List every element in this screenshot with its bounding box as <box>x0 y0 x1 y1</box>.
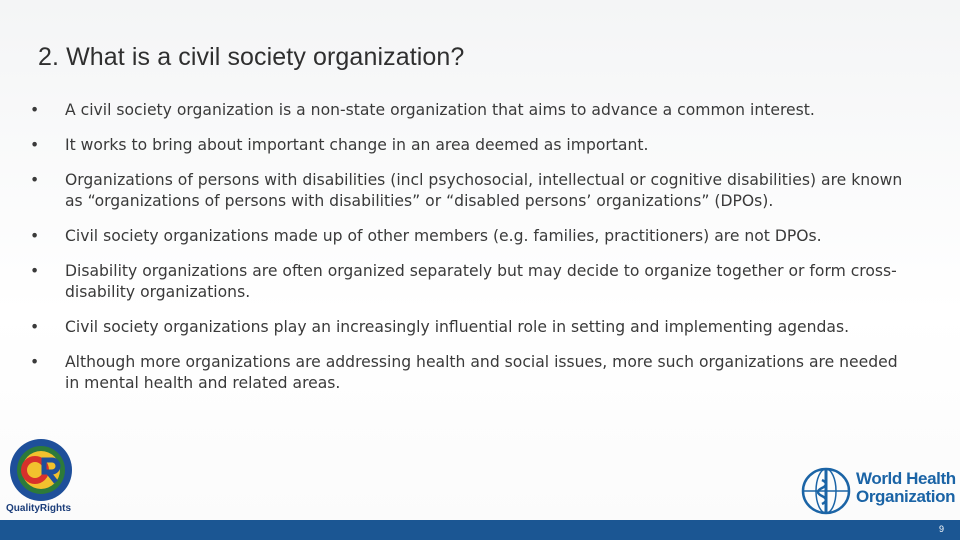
bullet-dot: • <box>30 262 40 280</box>
who-emblem-icon <box>800 466 852 516</box>
bullet-text: Civil society organizations play an increasingly influential role in setting and implementing agendas. <box>65 318 850 336</box>
who-wordmark-line1: World Health <box>856 469 956 488</box>
bullet-dot: • <box>30 227 40 245</box>
bullet-item <box>30 135 910 156</box>
bullet-item <box>30 170 910 212</box>
bullet-item <box>30 226 910 247</box>
page-number: 9 <box>938 524 944 534</box>
bullet-dot: • <box>30 136 40 154</box>
who-wordmark <box>856 470 956 506</box>
qualityrights-label: QualityRights <box>6 503 72 514</box>
bullet-text: Disability organizations are often organized separately but may decide to organize together or form cross-disability organizations. <box>65 262 897 301</box>
bullet-text: Organizations of persons with disabilities (incl psychosocial, intellectual or cognitive disabilities) are known as “organizations of persons with disabilities” or “disabled persons’ organizations” (DPOs). <box>65 171 903 210</box>
bullet-item <box>30 100 910 121</box>
bullet-dot: • <box>30 353 40 371</box>
bullet-item <box>30 352 910 394</box>
who-wordmark-line2: Organization <box>856 487 956 506</box>
bullet-dot: • <box>30 101 40 119</box>
bullet-text: Although more organizations are addressing health and social issues, more such organizations are needed in mental health and related areas. <box>65 353 898 392</box>
bullet-list <box>30 100 910 408</box>
bullet-item <box>30 317 910 338</box>
bullet-text: It works to bring about important change in an area deemed as important. <box>65 136 649 154</box>
footer-bar <box>0 520 960 540</box>
bullet-text: A civil society organization is a non-state organization that aims to advance a common interest. <box>65 101 815 119</box>
bullet-dot: • <box>30 318 40 336</box>
slide-title: 2. What is a civil society organization? <box>38 43 465 71</box>
bullet-text: Civil society organizations made up of other members (e.g. families, practitioners) are not DPOs. <box>65 227 822 245</box>
bullet-item <box>30 261 910 303</box>
bullet-dot: • <box>30 171 40 189</box>
